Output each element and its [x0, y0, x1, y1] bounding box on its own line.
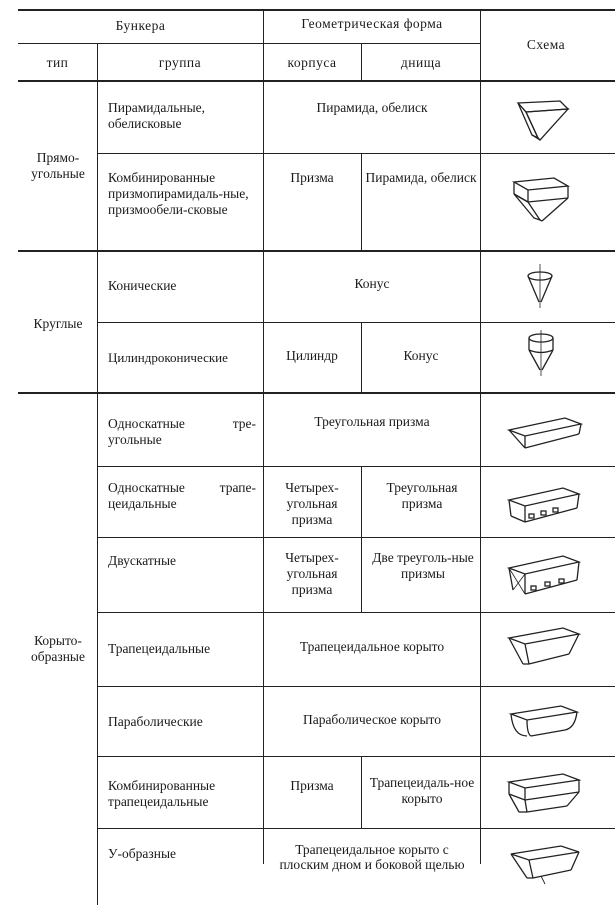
row4-group: Цилиндроконические — [108, 350, 228, 365]
vline-geom-left — [263, 9, 264, 864]
row6-group: Односкатные трапе-цеидальные — [108, 480, 256, 511]
prism-pyramid-bunker-icon — [510, 170, 572, 228]
pyramid-bunker-icon — [510, 95, 570, 143]
row7-group: Двускатные — [108, 553, 177, 568]
row11-form: Трапецеидальное корыто с плоским дном и боковой щелью — [279, 842, 465, 872]
header-bottom-border — [18, 80, 615, 82]
vline-group-left — [97, 80, 98, 905]
row2-body: Призма — [290, 170, 334, 185]
triangular-trough-icon — [505, 410, 585, 456]
row4-body: Цилиндр — [286, 348, 338, 363]
split-row-10 — [361, 756, 362, 828]
cylinder-cone-bunker-icon — [525, 328, 557, 380]
row-sep-8 — [97, 686, 615, 687]
row-sep-9 — [97, 756, 615, 757]
row9-group: Параболические — [108, 714, 203, 729]
row9-form: Параболическое корыто — [302, 712, 442, 727]
row-sep-10 — [97, 828, 615, 829]
header-geom-form: Геометрическая форма — [301, 16, 443, 31]
split-rows-6-7 — [361, 466, 362, 612]
type-round: Круглые — [33, 316, 83, 331]
row3-group: Конические — [108, 278, 177, 293]
row-sep-5 — [97, 466, 615, 467]
type-rectangular: Прямо-угольные — [31, 150, 85, 181]
header-bunkera: Бункера — [115, 18, 166, 33]
combined-trapezoidal-icon — [505, 768, 585, 820]
row4-bottom: Конус — [403, 348, 439, 363]
row5-group: Односкатные тре-угольные — [108, 416, 256, 447]
row-sep-3 — [97, 322, 615, 323]
type-trough: Корыто-образные — [31, 633, 85, 664]
row8-form: Трапецеидальное корыто — [299, 639, 445, 654]
header-type: тип — [46, 55, 69, 70]
single-slope-trapezoid-icon — [505, 482, 585, 530]
row10-body: Призма — [290, 778, 334, 793]
row10-group: Комбинированные трапецеидальные — [108, 778, 216, 809]
row6-bottom: Треугольная призма — [386, 480, 458, 511]
header-sub-line — [263, 43, 481, 44]
header-body: корпуса — [287, 55, 337, 70]
row3-form: Конус — [354, 276, 390, 291]
header-left-line — [18, 43, 263, 44]
header-bottom: днища — [400, 55, 442, 70]
row-sep-6 — [97, 537, 615, 538]
row-sep-7 — [97, 612, 615, 613]
row7-bottom: Две треуголь-ные призмы — [372, 550, 474, 581]
vline-schema-left — [480, 9, 481, 864]
table-top-border — [18, 9, 615, 11]
row-sep-1 — [97, 153, 615, 154]
row5-form: Треугольная призма — [314, 414, 430, 429]
header-group: группа — [158, 55, 202, 70]
split-row-4 — [361, 322, 362, 392]
double-slope-bunker-icon — [505, 550, 585, 602]
row2-group: Комбинированные призмопирамидаль-ные, призмообели-сковые — [108, 170, 249, 217]
row6-body: Четырех-угольная призма — [285, 480, 339, 527]
row11-group: У-образные — [108, 846, 177, 861]
section-sep-2 — [18, 392, 615, 394]
u-shaped-trough-icon — [505, 840, 585, 890]
cone-bunker-icon — [525, 262, 555, 312]
row10-bottom: Трапецеидаль-ное корыто — [369, 775, 475, 806]
header-schema: Схема — [526, 37, 566, 52]
row1-form: Пирамида, обелиск — [316, 100, 428, 115]
section-sep-1 — [18, 250, 615, 252]
trapezoidal-trough-icon — [505, 622, 585, 672]
parabolic-trough-icon — [505, 700, 585, 744]
row2-bottom: Пирамида, обелиск — [365, 170, 477, 185]
row8-group: Трапецеидальные — [108, 641, 211, 656]
split-row-2 — [361, 153, 362, 250]
row1-group: Пирамидальные, обелисковые — [108, 100, 206, 131]
row7-body: Четырех-угольная призма — [285, 550, 339, 597]
